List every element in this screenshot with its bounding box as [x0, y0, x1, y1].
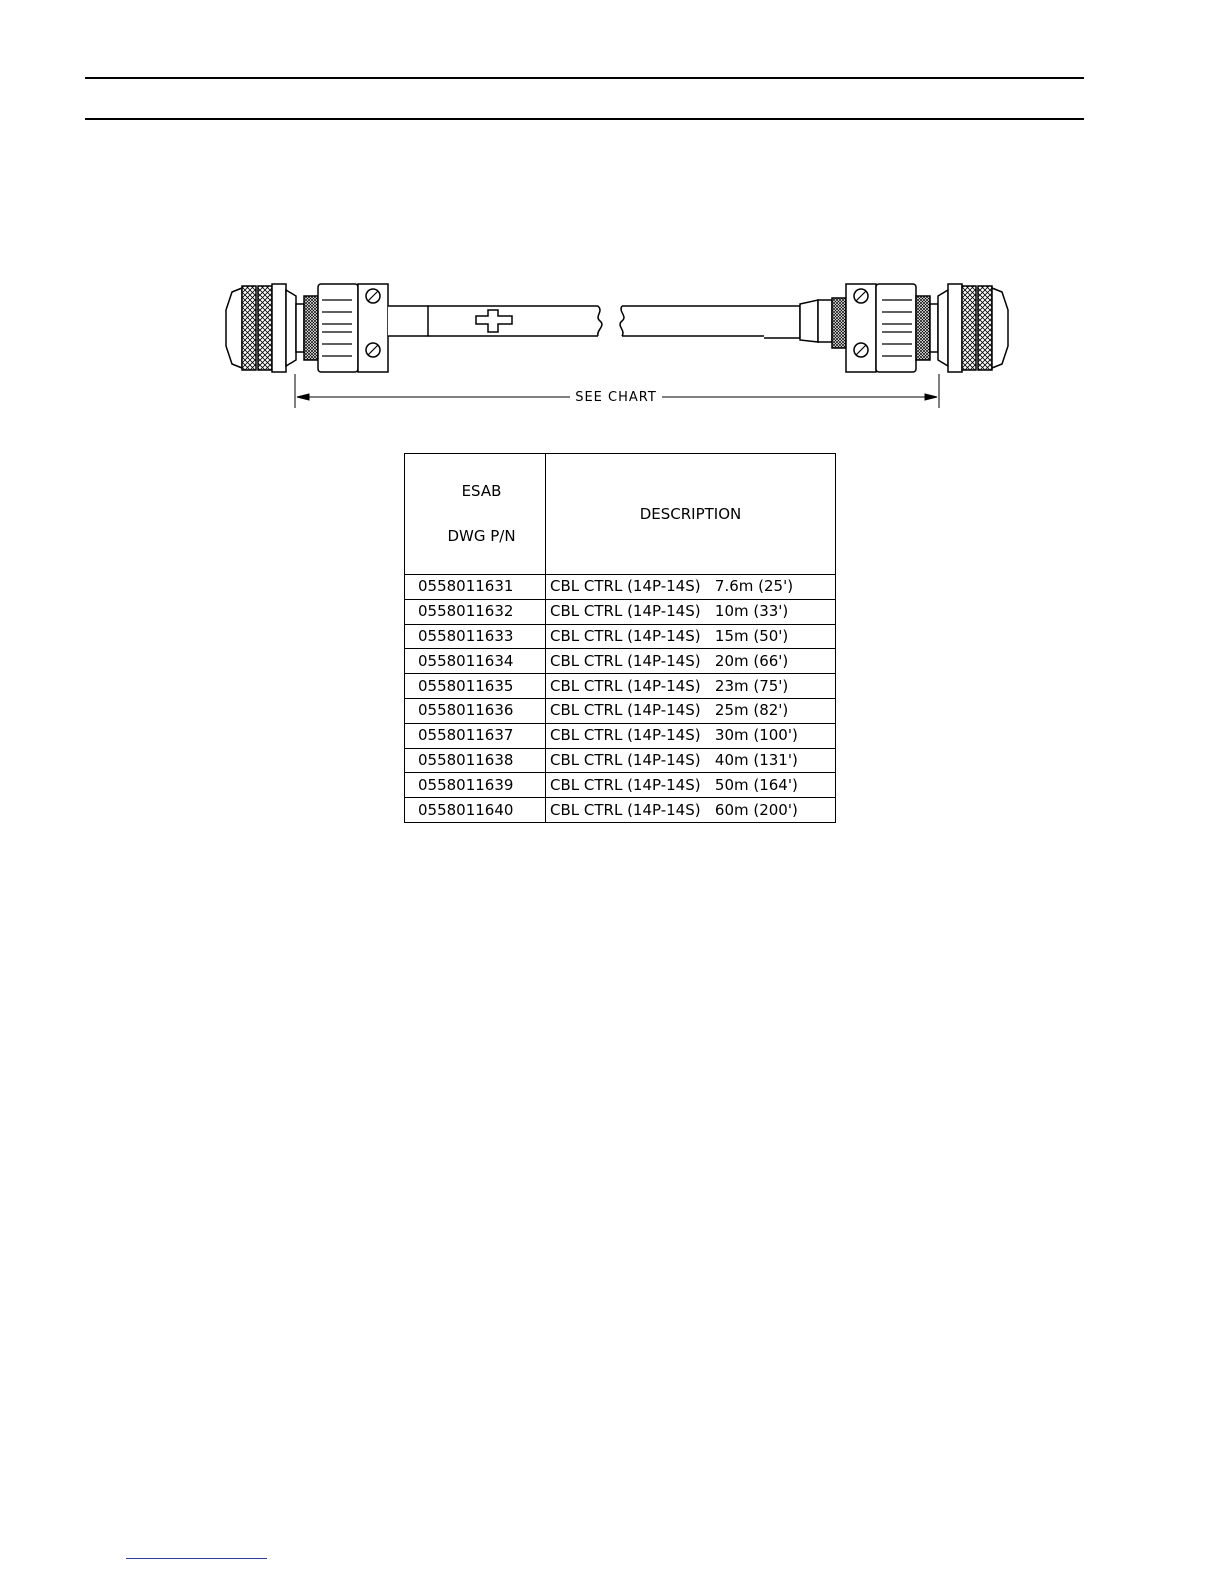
part-number-cell: 0558011637 — [405, 723, 546, 748]
table-row — [405, 748, 836, 773]
cable-left — [428, 306, 602, 336]
table-row — [405, 798, 836, 823]
table-row — [405, 698, 836, 723]
left-connector — [226, 284, 428, 372]
header-description: DESCRIPTION — [546, 454, 836, 575]
description-cell: CBL CTRL (14P-14S) 50m (164') — [546, 773, 836, 798]
description-cell: CBL CTRL (14P-14S) 30m (100') — [546, 723, 836, 748]
header-rule-bottom — [85, 118, 1084, 120]
cable-drawing — [0, 270, 1224, 410]
part-number-cell: 0558011632 — [405, 599, 546, 624]
chart-header-row — [405, 454, 836, 575]
part-number-cell: 0558011640 — [405, 798, 546, 823]
part-number-cell: 0558011633 — [405, 624, 546, 649]
part-number-cell: 0558011638 — [405, 748, 546, 773]
dimension-label: SEE CHART — [575, 390, 657, 405]
description-cell: CBL CTRL (14P-14S) 60m (200') — [546, 798, 836, 823]
footer-link-underline — [126, 1558, 267, 1559]
header-rule-top — [85, 77, 1084, 79]
table-row — [405, 773, 836, 798]
cable-right — [620, 306, 764, 336]
right-connector — [764, 284, 1008, 372]
part-number-cell: 0558011635 — [405, 674, 546, 699]
description-cell: CBL CTRL (14P-14S) 15m (50') — [546, 624, 836, 649]
part-number-cell: 0558011631 — [405, 575, 546, 600]
table-row — [405, 674, 836, 699]
table-row — [405, 649, 836, 674]
table-row — [405, 599, 836, 624]
description-cell: CBL CTRL (14P-14S) 7.6m (25') — [546, 575, 836, 600]
table-row — [405, 575, 836, 600]
header-pn-line1: ESAB — [461, 482, 502, 500]
header-pn-line2: DWG P/N — [447, 527, 516, 545]
description-cell: CBL CTRL (14P-14S) 10m (33') — [546, 599, 836, 624]
header-part-number — [405, 454, 546, 575]
part-number-cell: 0558011639 — [405, 773, 546, 798]
description-cell: CBL CTRL (14P-14S) 40m (131') — [546, 748, 836, 773]
cable-chart — [404, 453, 836, 823]
description-cell: CBL CTRL (14P-14S) 23m (75') — [546, 674, 836, 699]
description-cell: CBL CTRL (14P-14S) 25m (82') — [546, 698, 836, 723]
description-cell: CBL CTRL (14P-14S) 20m (66') — [546, 649, 836, 674]
part-number-cell: 0558011634 — [405, 649, 546, 674]
table-row — [405, 723, 836, 748]
part-number-cell: 0558011636 — [405, 698, 546, 723]
table-row — [405, 624, 836, 649]
